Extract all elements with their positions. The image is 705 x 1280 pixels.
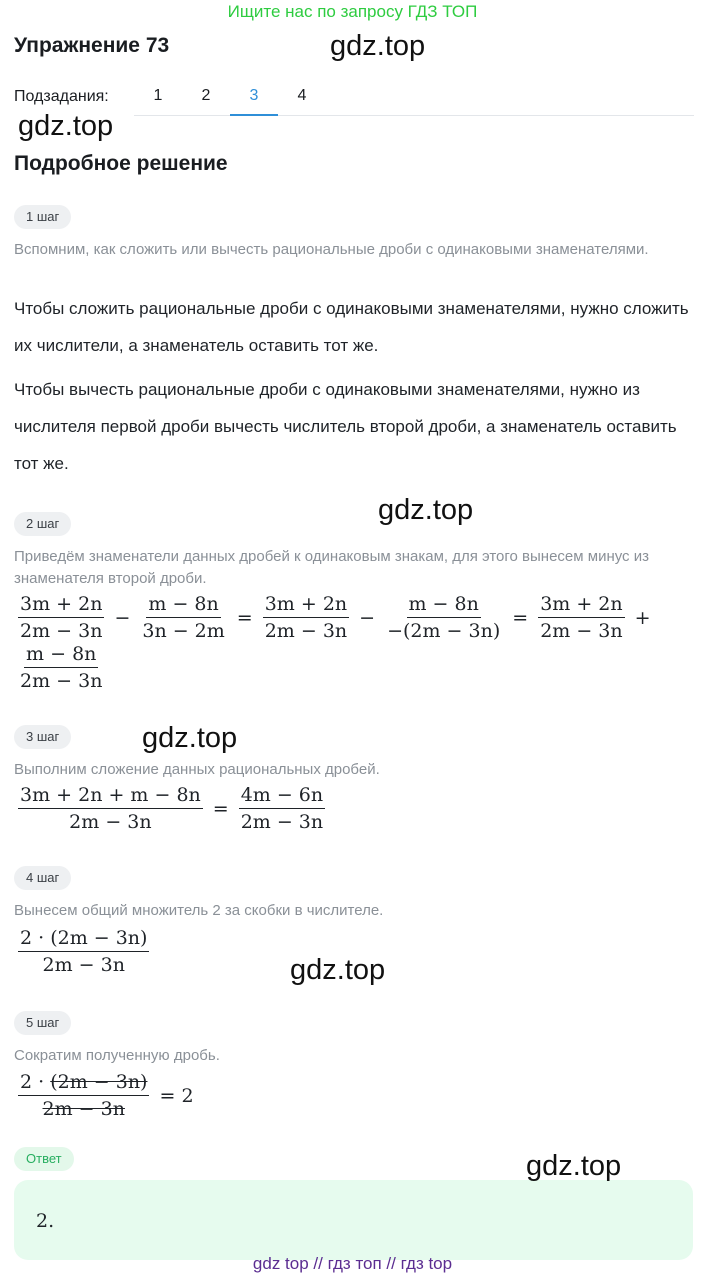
fraction (18, 643, 104, 692)
numerator: m − 8n (407, 593, 481, 618)
answer-badge: Ответ (14, 1147, 74, 1171)
numerator: m − 8n (146, 593, 220, 618)
denominator: −(2m − 3n) (387, 620, 501, 642)
fraction (18, 1071, 149, 1120)
fraction (263, 593, 349, 642)
fraction (18, 927, 149, 976)
step-1-rule-addition: Чтобы сложить рациональные дроби с одинаковыми знаменателями, нужно сложить их числители, а знаменатель оставить тот же. (14, 299, 689, 355)
fraction (140, 593, 226, 642)
denominator: 2m − 3n (20, 670, 103, 692)
cancelled-term: (2m − 3n) (50, 1071, 148, 1093)
cancelled-denominator: 2m − 3n (42, 1098, 125, 1120)
step-2-formula-line-1 (16, 593, 659, 642)
search-banner[interactable]: Ищите нас по запросу ГДЗ ТОП (227, 2, 478, 21)
numerator: 3m + 2n + m − 8n (18, 784, 203, 809)
step-2-formula-line-2 (16, 643, 106, 692)
step-3-formula (16, 784, 327, 833)
denominator: 2m − 3n (42, 954, 125, 976)
tab-subtask-2[interactable]: 2 (201, 87, 211, 104)
fraction (18, 593, 104, 642)
fraction (538, 593, 624, 642)
answer-box (14, 1180, 693, 1260)
numerator (18, 1071, 149, 1096)
answer-value: 2. (36, 1210, 55, 1232)
step-5-hint: Сократим полученную дробь. (14, 1047, 220, 1064)
watermark: gdz.top (18, 110, 114, 142)
numerator: 3m + 2n (18, 593, 104, 618)
equals-sign: = (212, 797, 229, 820)
fraction (385, 593, 502, 642)
step-4-formula (16, 927, 151, 976)
step-badge-5: 5 шаг (14, 1011, 71, 1035)
minus-sign: − (114, 606, 131, 629)
step-5-formula (16, 1071, 202, 1120)
numerator: m − 8n (24, 643, 98, 668)
step-badge-1: 1 шаг (14, 205, 71, 229)
fraction (239, 784, 325, 833)
watermark: gdz.top (526, 1150, 622, 1182)
denominator: 2m − 3n (240, 811, 324, 833)
numerator: 2 · (2m − 3n) (18, 927, 149, 952)
denominator: 3n − 2m (142, 620, 225, 642)
minus-sign: − (359, 606, 376, 629)
step-4-hint: Вынесем общий множитель 2 за скобки в числителе. (14, 902, 384, 919)
tab-subtask-3[interactable]: 3 (230, 84, 278, 116)
denominator: 2m − 3n (20, 620, 103, 642)
step-badge-4: 4 шаг (14, 866, 71, 890)
step-2-hint: Приведём знаменатели данных дробей к одинаковым знакам, для этого вынесем минус из знаменателя второй дроби. (14, 548, 649, 587)
equals-sign: = (512, 606, 529, 629)
numerator: 4m − 6n (239, 784, 325, 809)
watermark: gdz.top (378, 494, 474, 526)
subtasks-label: Подзадания: (14, 88, 109, 105)
result: = 2 (159, 1084, 194, 1107)
watermark: gdz.top (330, 30, 426, 62)
watermark: gdz.top (142, 722, 238, 754)
equals-sign: = (236, 606, 253, 629)
denominator: 2m − 3n (540, 620, 623, 642)
page-title: Упражнение 73 (14, 34, 170, 57)
fraction (18, 784, 203, 833)
numerator-factor: 2 · (20, 1071, 51, 1093)
step-1-rule-subtraction: Чтобы вычесть рациональные дроби с одинаковыми знаменателями, нужно из числителя первой дроби вычесть числитель второй дроби, а знаменатель оставить тот же. (14, 380, 677, 473)
footer-links[interactable]: gdz top // гдз топ // гдз top (252, 1254, 453, 1273)
denominator: 2m − 3n (69, 811, 152, 833)
section-title: Подробное решение (14, 152, 228, 175)
step-3-hint: Выполним сложение данных рациональных дробей. (14, 761, 380, 778)
plus-sign: + (634, 606, 651, 629)
step-badge-3: 3 шаг (14, 725, 71, 749)
watermark: gdz.top (290, 954, 386, 986)
tab-subtask-1[interactable]: 1 (153, 87, 163, 104)
step-badge-2: 2 шаг (14, 512, 71, 536)
numerator: 3m + 2n (263, 593, 349, 618)
tab-subtask-4[interactable]: 4 (297, 87, 307, 104)
denominator: 2m − 3n (264, 620, 348, 642)
step-1-hint: Вспомним, как сложить или вычесть рациональные дроби с одинаковыми знаменателями. (14, 241, 649, 258)
numerator: 3m + 2n (538, 593, 624, 618)
